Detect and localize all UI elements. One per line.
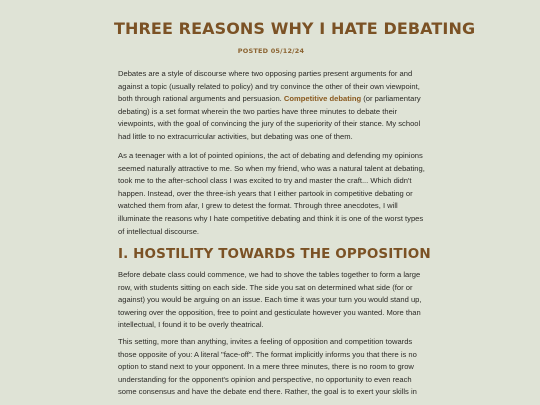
text-line: those opposite of you: A literal "face-off". The format implicitly informs you that there is no <box>118 349 417 359</box>
section-paragraph <box>118 269 424 332</box>
section-paragraph <box>118 336 424 399</box>
text-line: As a teenager with a lot of pointed opinions, the act of debating and defending my opinions <box>118 151 423 160</box>
text-line: Before debate class could commence, we had to shove the tables together to form a large <box>118 270 421 279</box>
text-line: seemed naturally attractive to me. So when my friend, who was a natural talent at debating, <box>118 163 425 173</box>
posted-date: POSTED 05/12/24 <box>237 47 305 55</box>
text-line: of intellectual discourse. <box>118 226 200 236</box>
text-line: intellectual, I found it to be overly theatrical. <box>118 320 264 330</box>
teenager-paragraph <box>118 150 424 238</box>
section-heading: I. HOSTILITY TOWARDS THE OPPOSITION <box>118 246 431 262</box>
article-title: THREE REASONS WHY I HATE DEBATING <box>114 19 476 38</box>
text-line: viewpoints, with the goal of convincing the jury of the superiority of their stance. My school <box>118 119 421 129</box>
text-line: Debates are a style of discourse where two opposing parties present arguments for and <box>118 69 413 78</box>
text-segment: (or parliamentary <box>363 94 421 104</box>
text-line: happen. Instead, over the three-ish years that I either partook in competitive debating or <box>118 188 413 198</box>
text-segment: both through rational arguments and persuasion. <box>118 94 282 104</box>
competitive-debating-link[interactable]: Competitive debating <box>283 94 362 104</box>
text-line: some consensus and have the debate end there. Rather, the goal is to exert your skills in <box>118 387 417 397</box>
text-line: understanding for the opponent's opinion and perspective, no opportunity to even reach <box>118 374 412 384</box>
text-line <box>118 93 424 106</box>
text-line: against) you would be arguing on an issue. Each time it was your turn you would stand up, <box>118 295 422 305</box>
text-line: row, with students sitting on each side. The side you sat on determined what side (for or <box>118 282 413 292</box>
text-line: against a topic (usually related to policy) and try convince the other of their own viewpoint, <box>118 81 420 91</box>
text-line: took me to the after-school class I was excited to try and master the craft... Which didn't <box>118 176 412 186</box>
intro-paragraph <box>118 68 424 144</box>
text-line: This setting, more than anything, invites a feeling of opposition and competition towards <box>118 337 413 346</box>
text-line: watched them from afar, I grew to detest the format. Through three anecdotes, I will <box>118 201 398 211</box>
text-line: illuminate the reasons why I hate competitive debating and think it is one of the worst types <box>118 213 424 223</box>
text-line: towering over the opposition, free to point and gesticulate however you wanted. More than <box>118 307 421 317</box>
text-line: option to stand next to your opponent. In a mere three minutes, there is no room to grow <box>118 362 414 372</box>
text-line: had little to no extracurricular activities, but debating was one of them. <box>118 131 353 141</box>
text-line: debating) is a set format wherein the two parties have three minutes to debate their <box>118 106 398 116</box>
